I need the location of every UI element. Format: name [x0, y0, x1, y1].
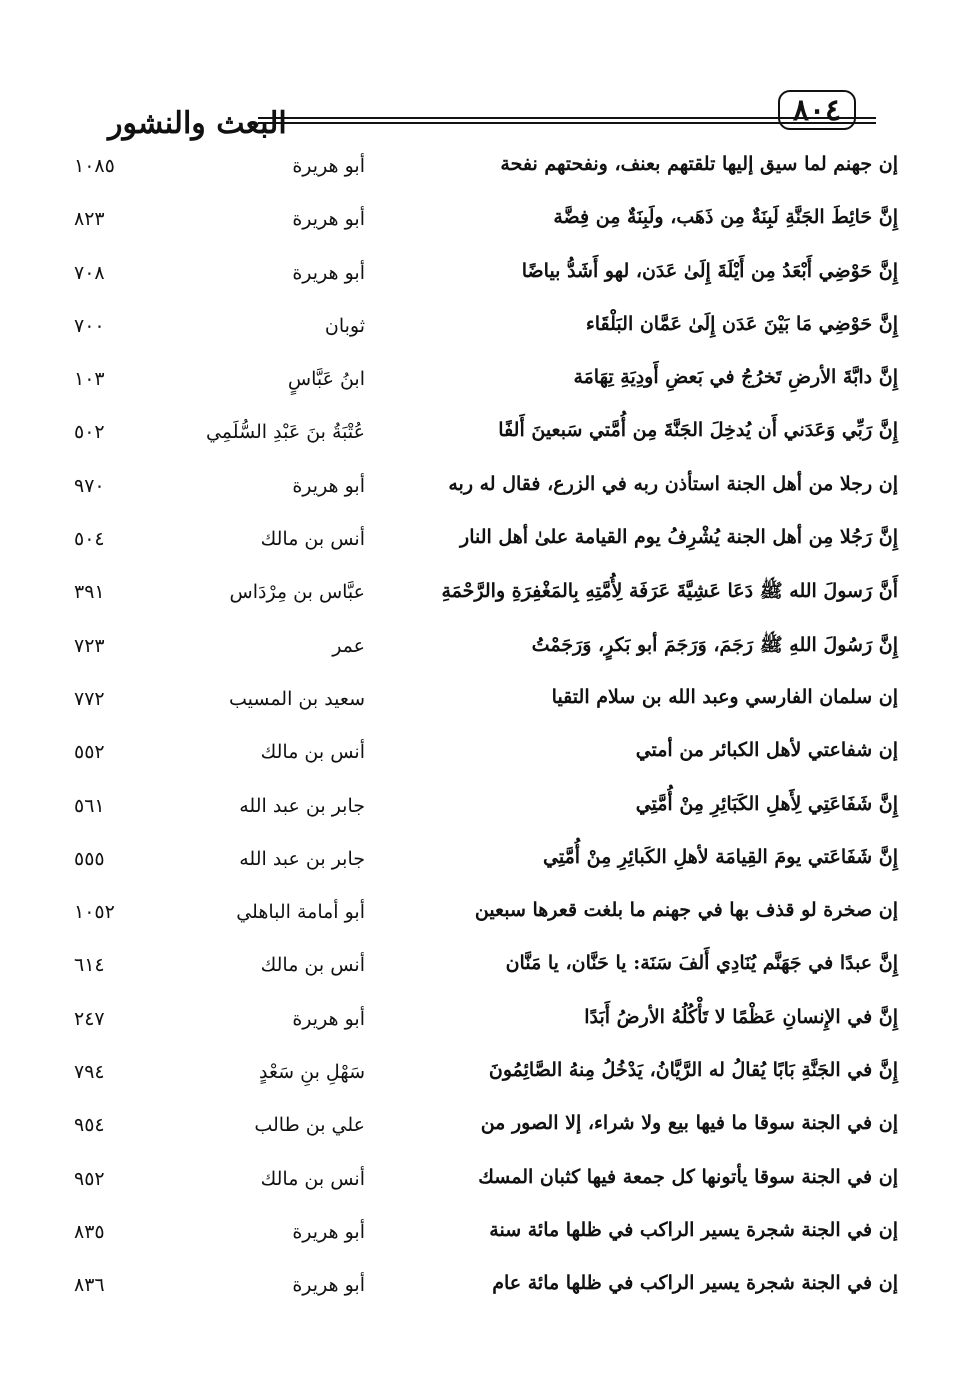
- narrator: عمر: [332, 634, 365, 657]
- index-row: [0, 145, 960, 198]
- hadith-text: إِنَّ في الإِنسانِ عَظْمًا لا تَأْكُلُهُ الأرضُ أَبَدًا: [584, 1005, 898, 1028]
- narrator: أنس بن مالك: [260, 528, 365, 551]
- narrator: أبو أمامة الباهلي: [236, 901, 365, 924]
- hadith-text: إن صخرة لو قذف بها في جهنم ما بلغت قعرها سبعين: [474, 899, 898, 922]
- narrator: ثوبان: [324, 314, 365, 337]
- hadith-text: إِنَّ حَوْضِي أَبْعَدُ مِن أَيْلَةَ إِلَىٰ عَدَن، لهو أَشَدُّ بياضًا: [521, 259, 898, 282]
- hadith-text: إِنَّ في الجَنَّةِ بَابًا يُقالُ له الرَّيَّانُ، يَدْخُلُ مِنهُ الصَّائِمُونَ: [488, 1059, 898, 1082]
- page-reference: ٩٥٢: [74, 1167, 105, 1190]
- index-row: [0, 1211, 960, 1264]
- index-list: [0, 145, 960, 1318]
- page-reference: ٧٠٠: [74, 314, 105, 337]
- index-row: [0, 358, 960, 411]
- index-row: [0, 944, 960, 997]
- index-row: [0, 678, 960, 731]
- hadith-text: إن في الجنة شجرة يسير الراكب في ظلها مائة عام: [492, 1272, 898, 1295]
- page-reference: ٣٩١: [74, 581, 105, 604]
- narrator: أبو هريرة: [292, 208, 365, 231]
- narrator: أبو هريرة: [292, 1220, 365, 1243]
- index-row: [0, 198, 960, 251]
- index-row: [0, 1051, 960, 1104]
- page-reference: ٩٧٠: [74, 474, 105, 497]
- page-reference: ١٠٨٥: [74, 155, 115, 177]
- narrator: أبو هريرة: [292, 261, 365, 284]
- index-row: [0, 785, 960, 838]
- narrator: أبو هريرة: [292, 474, 365, 497]
- index-row: [0, 998, 960, 1051]
- hadith-text: إن في الجنة شجرة يسير الراكب في ظلها مائة سنة: [489, 1218, 898, 1241]
- page-reference: ٨٢٣: [74, 208, 105, 231]
- hadith-text: إن في الجنة سوقا ما فيها بيع ولا شراء، إلا الصور من: [480, 1112, 898, 1135]
- narrator: أبو هريرة: [292, 1274, 365, 1297]
- index-row: [0, 305, 960, 358]
- narrator: أنس بن مالك: [260, 954, 365, 977]
- hadith-text: إِنَّ حَوْضِي مَا بَيْنَ عَدَن إِلَىٰ عَمَّان البَلْقَاء: [585, 312, 898, 335]
- page-reference: ١٠٥٢: [74, 901, 115, 924]
- page-reference: ٥٦١: [74, 794, 105, 817]
- narrator: سعيد بن المسيب: [228, 687, 365, 710]
- page-number: ٨٠٤: [778, 90, 856, 130]
- index-row: [0, 518, 960, 571]
- page-reference: ٦١٤: [74, 954, 105, 977]
- page-reference: ١٠٣: [74, 368, 105, 391]
- narrator: عُتْبَةُ بنَ عَبْدِ السُّلَمِي: [205, 421, 365, 444]
- narrator: أنس بن مالك: [260, 1167, 365, 1190]
- page-reference: ٧٢٣: [74, 634, 105, 657]
- index-row: [0, 731, 960, 784]
- page-reference: ٧٧٢: [74, 687, 105, 710]
- hadith-text: إن شفاعتي لأهل الكبائر من أمتي: [635, 739, 898, 762]
- hadith-text: إن في الجنة سوقا يأتونها كل جمعة فيها كثبان المسك: [478, 1165, 898, 1188]
- page-reference: ٨٣٥: [74, 1220, 105, 1243]
- narrator: ابنُ عَبَّاسٍ: [287, 368, 365, 391]
- page-header: [100, 84, 860, 140]
- narrator: علي بن طالب: [254, 1114, 365, 1137]
- page-reference: ٥٠٤: [74, 528, 105, 551]
- page-reference: ٥٥٢: [74, 741, 105, 764]
- narrator: أنس بن مالك: [260, 741, 365, 764]
- page-reference: ٨٣٦: [74, 1274, 105, 1297]
- page-reference: ٥٠٢: [74, 421, 105, 444]
- index-row: [0, 891, 960, 944]
- narrator: جابر بن عبد الله: [239, 794, 365, 817]
- hadith-text: إن سلمان الفارسي وعبد الله بن سلام التقيا: [551, 685, 898, 708]
- index-row: [0, 838, 960, 891]
- narrator: أبو هريرة: [292, 155, 365, 177]
- hadith-text: إن رجلا من أهل الجنة استأذن ربه في الزرع، فقال له ربه: [448, 472, 898, 495]
- hadith-text: إِنَّ رَبِّي وَعَدَني أَن يُدخِلَ الجَنَّةَ مِن أُمَّتي سَبعينَ أَلفًا: [498, 419, 898, 442]
- narrator: جابر بن عبد الله: [239, 847, 365, 870]
- hadith-text: أَنَّ رَسولَ الله ﷺ دَعَا عَشِيَّةَ عَرَفَة لِأُمَّتِهِ بِالمَغْفِرَةِ والرَّحْمَةِ: [441, 580, 898, 603]
- page-reference: ٧٠٨: [74, 261, 105, 284]
- hadith-text: إِنَّ عبدًا في جَهَنَّم يُنَادِي أَلفَ سَنَة: يا حَنَّان، يا مَنَّان: [505, 952, 898, 975]
- narrator: سَهْلِ بنِ سَعْدٍ: [259, 1061, 365, 1084]
- index-row: [0, 411, 960, 464]
- page-reference: ٥٥٥: [74, 847, 105, 870]
- page-reference: ٩٥٤: [74, 1114, 105, 1137]
- hadith-text: إِنَّ شَفَاعَتي يومَ القِيامَة لأهلِ الكَبائِرِ مِنْ أُمَّتِي: [543, 845, 898, 868]
- running-title: البعث والنشور: [108, 106, 287, 141]
- hadith-text: إِنَّ شَفَاعَتِي لِأَهلِ الكَبَائِرِ مِنْ أُمَّتِي: [635, 792, 898, 815]
- index-row: [0, 571, 960, 624]
- page-reference: ٧٩٤: [74, 1061, 105, 1084]
- index-row: [0, 1264, 960, 1317]
- narrator: عبَّاس بن مِرْدَاس: [229, 581, 365, 604]
- index-row: [0, 625, 960, 678]
- index-row: [0, 465, 960, 518]
- index-row: [0, 1158, 960, 1211]
- hadith-text: إن جهنم لما سيق إليها تلقتهم بعنف، ونفحتهم نفحة: [500, 153, 898, 175]
- hadith-text: إِنَّ دابَّةَ الأرضِ تَخرُجُ في بَعضِ أَودِيَةِ تِهَامَة: [573, 366, 898, 389]
- hadith-text: إِنَّ رَجُلا مِن أهل الجنة يُشْرِفُ يوم القيامة علىٰ أهل النار: [460, 526, 898, 549]
- index-row: [0, 252, 960, 305]
- hadith-text: إِنَّ رَسُولَ اللهِ ﷺ رَجَمَ، وَرَجَمَ أبو بَكرٍ، وَرَجَمْتُ: [531, 633, 898, 656]
- narrator: أبو هريرة: [292, 1007, 365, 1030]
- page-reference: ٢٤٧: [74, 1007, 105, 1030]
- hadith-text: إِنَّ حَائِطَ الجَنَّةِ لَبِنَةٌ مِن ذَهَب، ولَبِنَةٌ مِن فِضَّة: [553, 206, 898, 229]
- index-row: [0, 1104, 960, 1157]
